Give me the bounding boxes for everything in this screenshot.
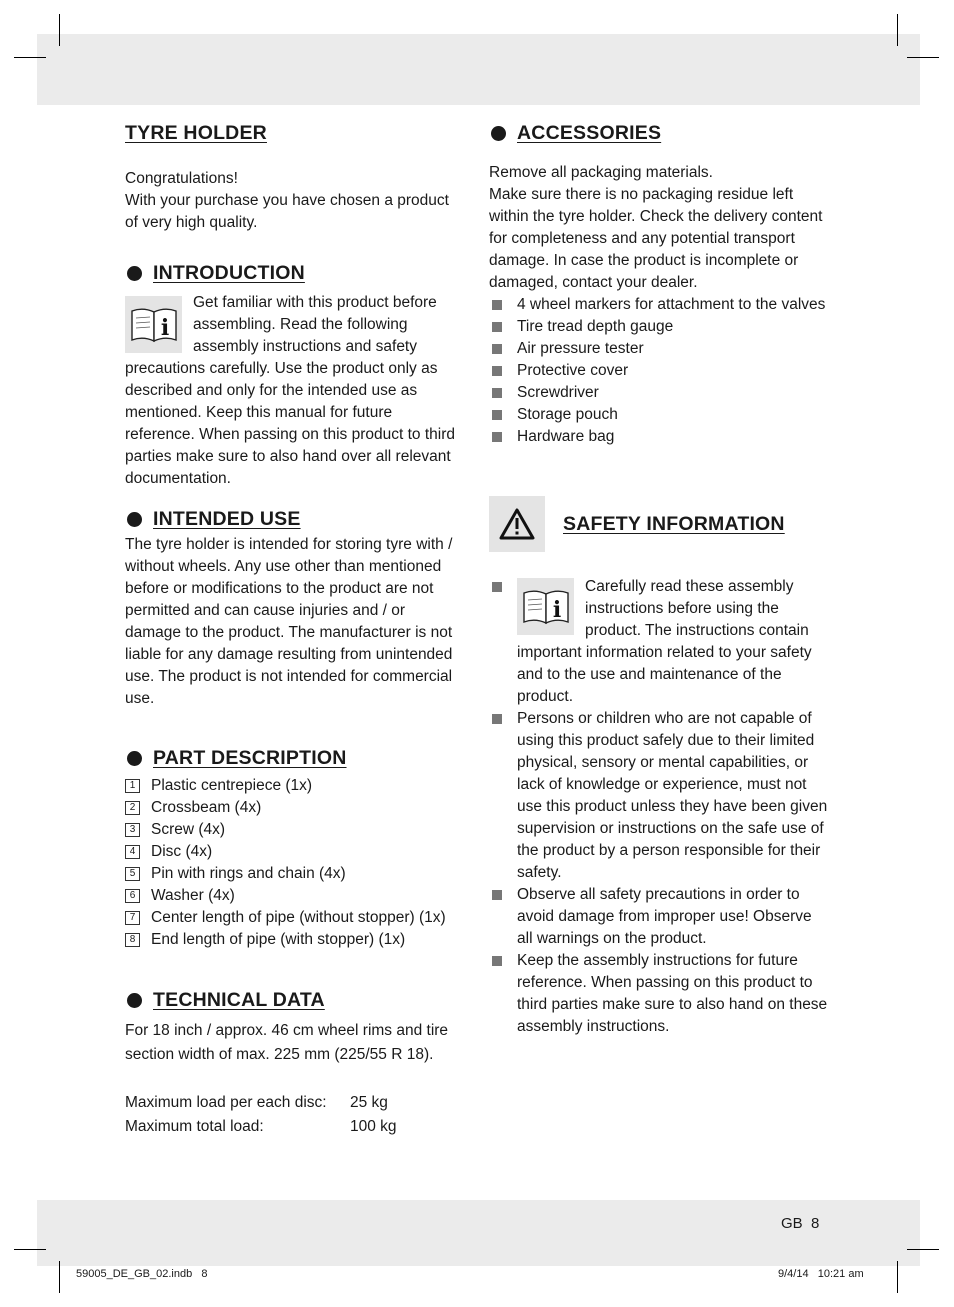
safety-text: Observe all safety precautions in order to avoid damage from improper use! Observe all warnings on the product. — [517, 886, 812, 947]
list-item — [489, 426, 829, 448]
svg-text:i: i — [160, 314, 169, 341]
part-number-badge: 3 — [125, 823, 140, 837]
technical-data-table — [125, 1091, 460, 1139]
square-bullet-icon — [492, 432, 502, 442]
safety-text: Carefully read these assembly instructions before using the product. The instructions contain important information related to your safety and to the use and maintenance of the product. — [517, 578, 812, 705]
data-label: Maximum load per each disc: — [125, 1094, 327, 1111]
table-row — [125, 1115, 460, 1139]
part-number-badge: 5 — [125, 867, 140, 881]
accessories-heading — [489, 118, 829, 148]
crop-mark — [907, 1249, 939, 1250]
list-item — [489, 404, 829, 426]
right-column — [489, 118, 829, 1038]
square-bullet-icon — [492, 388, 502, 398]
square-bullet-icon — [492, 322, 502, 332]
left-column — [125, 118, 460, 1139]
data-label: Maximum total load: — [125, 1118, 264, 1135]
list-item — [489, 316, 829, 338]
part-label: Washer (4x) — [151, 887, 235, 904]
square-bullet-icon — [492, 714, 502, 724]
crop-mark — [14, 57, 46, 58]
table-row — [125, 1091, 460, 1115]
square-bullet-icon — [492, 300, 502, 310]
part-number-badge: 6 — [125, 889, 140, 903]
tyre-holder-heading: TYRE HOLDER — [125, 122, 267, 144]
introduction-text: Get familiar with this product before assembling. Read the following assembly instructions and safety precautions carefully. Use the product only as described and only for the intended use as mentioned. Keep this manual for future reference. When passing on this product to third parties make sure to also hand over all relevant documentation. — [125, 294, 455, 487]
technical-data-title: TECHNICAL DATA — [153, 989, 325, 1011]
list-item — [489, 360, 829, 382]
intended-use-heading — [125, 504, 460, 534]
list-item — [489, 708, 829, 884]
list-item — [489, 382, 829, 404]
section-dot-icon — [491, 126, 506, 141]
part-label: Crossbeam (4x) — [151, 799, 262, 816]
section-dot-icon — [127, 993, 142, 1008]
technical-data-text: For 18 inch / approx. 46 cm wheel rims and tire section width of max. 225 mm (225/55 R 18). — [125, 1022, 449, 1063]
accessories-list — [489, 294, 829, 448]
list-item — [125, 797, 460, 819]
square-bullet-icon — [492, 366, 502, 376]
accessory-label: Screwdriver — [517, 384, 599, 401]
part-label: Center length of pipe (without stopper) (1x) — [151, 909, 446, 926]
crop-mark — [897, 1261, 898, 1293]
part-label: Pin with rings and chain (4x) — [151, 865, 346, 882]
part-list — [125, 775, 460, 951]
safety-list — [489, 576, 829, 1038]
accessory-label: Tire tread depth gauge — [517, 318, 674, 335]
section-dot-icon — [127, 512, 142, 527]
crop-mark — [14, 1249, 46, 1250]
accessory-label: Hardware bag — [517, 428, 615, 445]
tyre-holder-intro — [125, 168, 460, 234]
list-item — [489, 294, 829, 316]
square-bullet-icon — [492, 410, 502, 420]
square-bullet-icon — [492, 582, 502, 592]
header-band — [37, 34, 920, 105]
list-item — [489, 576, 829, 708]
footer-band — [37, 1200, 920, 1266]
accessory-label: Storage pouch — [517, 406, 618, 423]
introduction-body — [125, 292, 460, 490]
list-item — [125, 863, 460, 885]
quality-text: With your purchase you have chosen a product of very high quality. — [125, 192, 449, 231]
part-number-badge: 8 — [125, 933, 140, 947]
info-book-icon — [517, 578, 574, 635]
list-item — [125, 907, 460, 929]
section-dot-icon — [127, 266, 142, 281]
square-bullet-icon — [492, 344, 502, 354]
part-label: Disc (4x) — [151, 843, 213, 860]
list-item — [125, 819, 460, 841]
crop-mark — [907, 57, 939, 58]
accessory-label: Air pressure tester — [517, 340, 644, 357]
list-item — [489, 950, 829, 1038]
part-label: End length of pipe (with stopper) (1x) — [151, 931, 406, 948]
crop-mark — [59, 14, 60, 46]
warning-triangle-icon — [489, 496, 545, 552]
print-date: 9/4/14 10:21 am — [778, 1268, 864, 1280]
accessories-body — [489, 162, 829, 294]
accessories-title: ACCESSORIES — [517, 122, 662, 144]
square-bullet-icon — [492, 890, 502, 900]
check-delivery-text: Make sure there is no packaging residue left within the tyre holder. Check the delivery content for completeness and any potential transport damage. In case the product is incomplete or damaged, contact your dealer. — [489, 186, 823, 291]
data-value: 25 kg — [350, 1094, 388, 1111]
part-number-badge: 7 — [125, 911, 140, 925]
accessory-label: Protective cover — [517, 362, 629, 379]
part-label: Screw (4x) — [151, 821, 226, 838]
crop-mark — [897, 14, 898, 46]
file-name: 59005_DE_GB_02.indb 8 — [76, 1268, 208, 1280]
list-item — [489, 338, 829, 360]
svg-text:i: i — [552, 596, 561, 623]
part-label: Plastic centrepiece (1x) — [151, 777, 313, 794]
safety-information-heading: SAFETY INFORMATION — [563, 513, 785, 535]
info-book-icon — [125, 296, 182, 353]
safety-text: Keep the assembly instructions for future reference. When passing on this product to third parties make sure to also hand on these assembly instructions. — [517, 952, 828, 1035]
part-description-heading — [125, 743, 460, 773]
list-item — [125, 885, 460, 907]
introduction-heading — [125, 258, 460, 288]
list-item — [125, 775, 460, 797]
part-number-badge: 4 — [125, 845, 140, 859]
part-description-title: PART DESCRIPTION — [153, 747, 347, 769]
part-number-badge: 2 — [125, 801, 140, 815]
data-value: 100 kg — [350, 1118, 397, 1135]
list-item — [125, 841, 460, 863]
part-number-badge: 1 — [125, 779, 140, 793]
intended-use-title: INTENDED USE — [153, 508, 301, 530]
introduction-title: INTRODUCTION — [153, 262, 305, 284]
technical-data-heading — [125, 985, 460, 1015]
accessory-label: 4 wheel markers for attachment to the valves — [517, 296, 826, 313]
safety-heading-row — [489, 496, 829, 552]
page-number: GB 8 — [781, 1215, 820, 1232]
remove-packaging-text: Remove all packaging materials. — [489, 164, 713, 181]
crop-mark — [59, 1261, 60, 1293]
congratulations-text: Congratulations! — [125, 170, 238, 187]
square-bullet-icon — [492, 956, 502, 966]
list-item — [125, 929, 460, 951]
list-item — [489, 884, 829, 950]
safety-text: Persons or children who are not capable of using this product safely due to their limited physical, sensory or mental capabilities, or lack of knowledge or experience, must not use this product unless they have been given supervision or instructions on the safe use of the product by a person responsible for their safety. — [517, 710, 828, 881]
section-dot-icon — [127, 751, 142, 766]
intended-use-text: The tyre holder is intended for storing tyre with / without wheels. Any use other than mentioned before or modifications to the product are not permitted and can cause injuries and / or damage to the product. The manufacturer is not liable for any damage resulting from unintended use. The product is not intended for commercial use. — [125, 536, 453, 707]
